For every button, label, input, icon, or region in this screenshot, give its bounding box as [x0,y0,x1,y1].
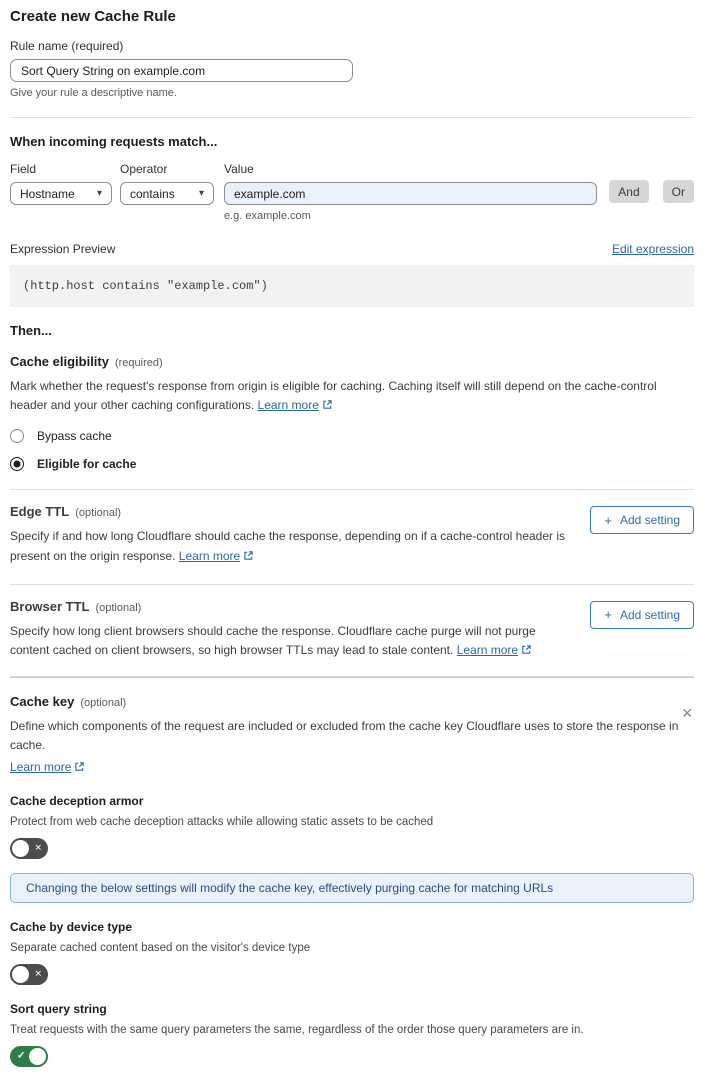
operator-select-value: contains [130,186,175,201]
sort-query-string-description: Treat requests with the same query parameters the same, regardless of the order those query parameters are in. [10,1023,584,1036]
add-setting-label: Add setting [619,513,680,528]
expression-preview-label: Expression Preview [10,242,116,256]
cache-deception-armor-toggle[interactable] [10,838,48,859]
cache-eligibility-section [10,354,694,471]
value-help: e.g. example.com [224,210,311,222]
browser-ttl-add-setting-button[interactable] [590,601,694,629]
operator-column [120,162,214,222]
then-heading: Then... [10,323,52,338]
page-title: Create new Cache Rule [10,8,176,25]
divider [10,676,694,678]
expression-header [10,242,694,256]
cache-eligibility-title-text: Cache eligibility [10,354,109,369]
value-input[interactable] [224,182,597,205]
rule-name-group [10,39,694,99]
divider [10,117,694,118]
cache-by-device-type-toggle[interactable] [10,964,48,985]
divider [10,489,694,490]
learn-more-link[interactable]: Learn more [456,642,519,657]
operator-label: Operator [120,162,168,176]
rule-name-label: Rule name (required) [10,39,124,53]
edit-expression-link[interactable]: Edit expression [611,242,694,256]
plus-icon: + [604,607,612,623]
field-label: Field [10,162,37,176]
browser-ttl-title-text: Browser TTL [10,598,90,614]
browser-ttl-title [10,599,578,614]
cache-key-title-text: Cache key [10,694,75,710]
value-label: Value [224,162,254,176]
cache-key-warning-banner: Changing the below settings will modify the cache key, effectively purging cache for matching URLs [10,873,694,903]
expression-code: (http.host contains "example.com") [10,265,694,307]
edge-ttl-description [10,527,578,565]
match-condition-row [10,162,694,222]
external-link-icon [322,399,333,410]
chevron-down-icon: ▾ [198,187,204,199]
cache-key-qualifier: (optional) [80,697,127,710]
radio-selected-icon[interactable] [10,457,24,471]
cache-by-device-type-title: Cache by device type [10,919,133,934]
cache-deception-armor-title: Cache deception armor [10,793,144,808]
cache-eligibility-description-text: Mark whether the request's response from origin is eligible for caching. Caching itself will still depend on the cache-control header and your other caching configurations. [10,379,657,413]
cache-eligibility-description [10,377,694,415]
field-select[interactable] [10,182,112,205]
field-select-value: Hostname [20,186,75,201]
edge-ttl-qualifier: (optional) [75,507,122,520]
rule-name-help: Give your rule a descriptive name. [10,87,177,99]
or-button[interactable]: Or [663,180,694,203]
rule-name-input[interactable] [10,59,353,82]
radio-unselected-icon[interactable] [10,429,24,443]
edge-ttl-title-text: Edge TTL [10,504,70,520]
cache-eligibility-qualifier: (required) [114,357,163,369]
edge-ttl-title [10,504,578,519]
browser-ttl-description-text: Specify how long client browsers should cache the response. Cloudflare cache purge will not purge content cached on client browsers, so high browser TTLs may lead to stale content. [10,623,536,657]
divider [10,584,694,585]
plus-icon: + [604,512,612,528]
browser-ttl-description [10,622,578,660]
match-heading: When incoming requests match... [10,134,218,149]
bypass-cache-label: Bypass cache [37,429,112,444]
eligible-for-cache-label: Eligible for cache [37,457,137,472]
and-or-buttons [609,162,694,222]
toggle-knob [12,966,29,983]
edge-ttl-add-setting-button[interactable] [590,506,694,534]
learn-more-link[interactable]: Learn more [178,548,241,563]
bypass-cache-option[interactable] [10,429,694,443]
eligible-for-cache-option[interactable] [10,457,694,471]
learn-more-link[interactable]: Learn more [10,759,72,774]
external-link-icon [74,761,85,772]
cache-key-section [10,694,694,1067]
cache-key-learn-more [10,758,694,777]
sort-query-string-title: Sort query string [10,1001,107,1016]
cache-key-title [10,694,694,709]
external-link-icon [521,644,532,655]
browser-ttl-section [10,599,694,660]
toggle-knob [12,840,29,857]
and-button[interactable]: And [609,180,648,203]
cache-deception-armor-description: Protect from web cache deception attacks while allowing static assets to be cached [10,815,434,828]
edge-ttl-section [10,504,694,565]
cache-eligibility-title [10,354,694,369]
cache-by-device-type-description: Separate cached content based on the visitor's device type [10,941,311,954]
cache-key-description: Define which components of the request are included or excluded from the cache key Cloudflare uses to store the response in cache. [10,719,679,753]
edge-ttl-text [10,504,578,565]
external-link-icon [243,550,254,561]
close-icon[interactable]: ✕ [681,705,693,722]
learn-more-link[interactable]: Learn more [257,398,319,413]
browser-ttl-text [10,599,578,660]
toggle-knob [29,1048,46,1065]
field-column [10,162,112,222]
chevron-down-icon: ▾ [96,187,102,199]
value-column [224,162,597,222]
add-setting-label: Add setting [619,607,680,622]
edge-ttl-description-text: Specify if and how long Cloudflare should cache the response, depending on if a cache-control header is present on the origin response. [10,529,566,563]
operator-select[interactable] [120,182,214,205]
sort-query-string-toggle[interactable] [10,1046,48,1067]
browser-ttl-qualifier: (optional) [95,601,142,614]
